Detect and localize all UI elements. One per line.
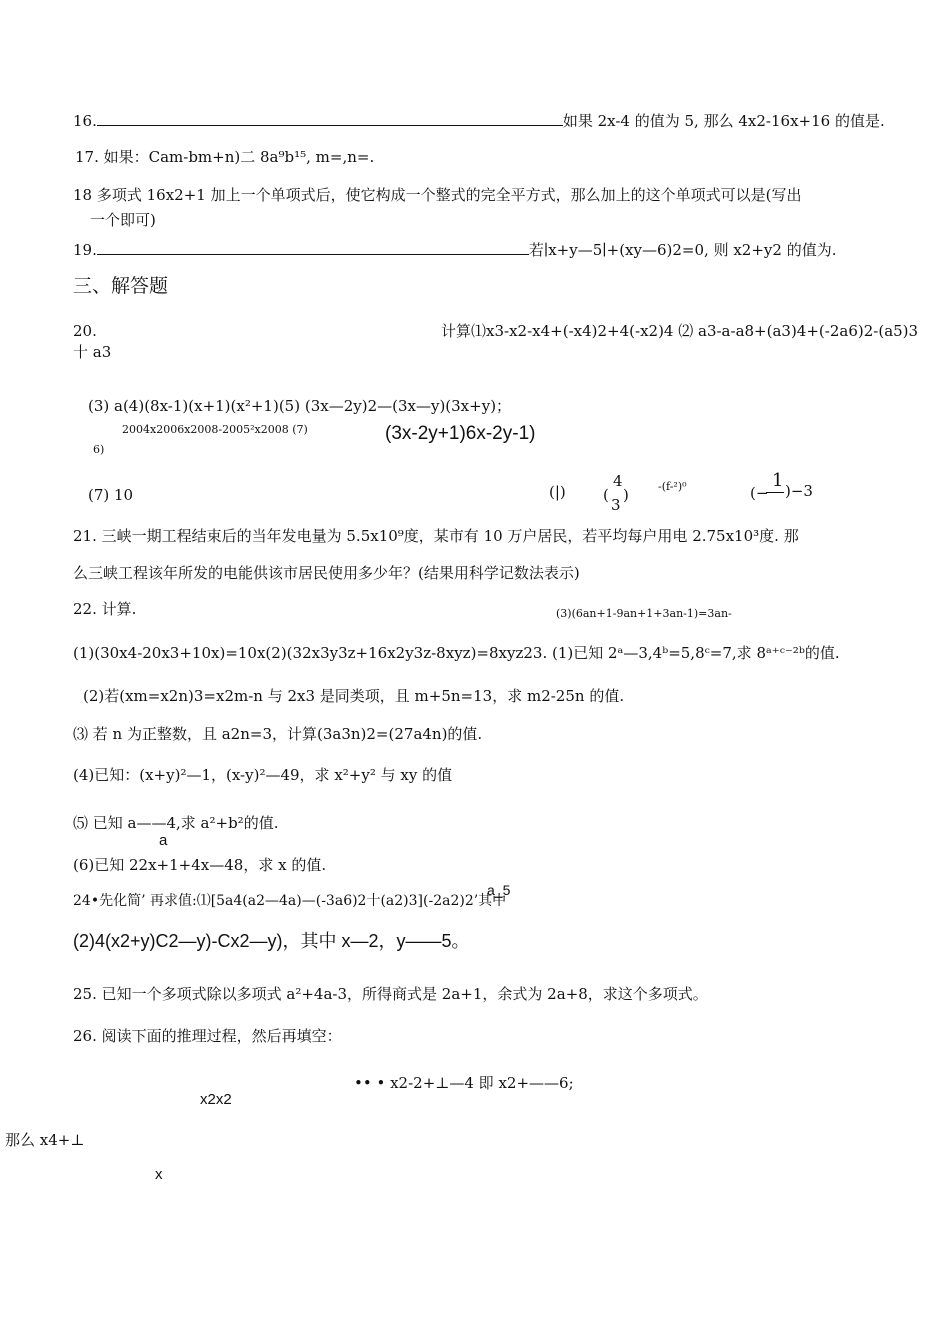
question-20-line-1: 计算⑴x3-x2-x4+(-x4)2+4(-x2)4 ⑵ a3-a-a8+(a3)4+(-2a6)2-(a5)3	[441, 322, 919, 340]
question-26-line-3: 那么 x4+⊥	[5, 1131, 85, 1149]
fraction-numerator: 1	[772, 470, 784, 491]
question-text: 如果 2x-4 的值为 5, 那么 4x2-16x+16 的值是.	[562, 112, 885, 130]
question-23-part-2: (2)若(xm=x2n)3=x2m-n 与 2x3 是同类项，且 m+5n=13，求 m2-25n 的值.	[83, 687, 625, 705]
question-20-item-4: 2004x2006x2008-2005²x2008 (7)	[122, 423, 308, 436]
question-20-fragment-c: -(f-²)⁰	[658, 480, 687, 493]
section-heading: 三、解答题	[73, 275, 169, 297]
question-26-equation: •• • x2-2+⊥—4 即 x2+——6;	[354, 1074, 574, 1092]
question-23-part-6: (6)已知 22x+1+4x—48，求 x 的值.	[73, 856, 327, 874]
question-22-title: 22. 计算.	[73, 600, 137, 618]
question-21-line-2: 么三峡工程该年所发的电能供该市居民使用多少年？(结果用科学记数法表示)	[73, 564, 580, 582]
question-number: 16.	[73, 112, 97, 130]
question-23-part-5-denominator: a	[159, 832, 168, 849]
question-20-number: 20.	[73, 322, 97, 340]
question-20-expression: (3x-2y+1)6x-2y-1)	[385, 423, 536, 444]
answer-blank	[97, 242, 529, 255]
question-26-line-1: 26. 阅读下面的推理过程，然后再填空：	[73, 1027, 342, 1045]
question-22-23-line: (1)(30x4-20x3+10x)=10x(2)(32x3y3z+16x2y3z-8xyz)=8xyz23. (1)已知 2ᵃ—3,4ᵇ=5,8ᶜ=7,求 8ᵃ⁺ᶜ⁻²ᵇ的值.	[73, 644, 840, 662]
question-20-line-2: 十 a3	[73, 343, 112, 361]
question-text: 若∣x+y—5∣+(xy—6)2=0, 则 x2+y2 的值为.	[528, 241, 837, 259]
fraction-numerator: 4	[613, 472, 623, 490]
answer-blank	[97, 113, 563, 126]
question-26-denominator-1: x2x2	[200, 1091, 232, 1108]
question-number: 19.	[73, 241, 97, 259]
question-24-line-2: (2)4(x2+y)C2—y)-Cx2—y)，其中 x—2，y——5。	[73, 931, 470, 951]
question-22-item-3: (3)(6an+1-9an+1+3an-1)=3an-	[556, 607, 732, 620]
question-23-part-3: ⑶ 若 n 为正整数，且 a2n=3，计算(3a3n)2=(27a4n)的值.	[73, 725, 483, 743]
fraction-denominator: 3	[611, 496, 621, 514]
question-19	[73, 241, 836, 259]
question-24-a-value: a_5	[487, 882, 511, 898]
question-20-fragment-a: (|)	[549, 483, 566, 501]
question-20-item-6: 6)	[93, 443, 105, 456]
question-20-item-3: (3) a(4)(8x-1)(x+1)(x²+1)(5) (3x—2y)2—(3x—y)(3x+y)；	[88, 397, 512, 415]
question-18-line-2: 一个即可)	[90, 211, 156, 229]
question-16	[73, 112, 885, 130]
question-21-line-1: 21. 三峡一期工程结束后的当年发电量为 5.5x10⁹度，某市有 10 万户居民，若平均每户用电 2.75x10³度. 那	[73, 527, 799, 545]
question-24-line-1: 24•先化简’ 再求值:⑴[5a4(a2—4a)—(-3a6)2十(a2)3](-2a2)2’其中	[73, 893, 507, 909]
question-20-item-7: (7) 10	[88, 486, 134, 504]
question-23-part-4: (4)已知：(x+y)²—1，(x-y)²—49，求 x²+y² 与 xy 的值	[73, 766, 453, 784]
question-26-denominator-2: x	[155, 1166, 163, 1183]
question-17: 17. 如果：Cam-bm+n)二 8a⁹b¹⁵, m=,n=.	[75, 148, 375, 166]
question-25: 25. 已知一个多项式除以多项式 a²+4a-3，所得商式是 2a+1，余式为 2a+8，求这个多项式。	[73, 985, 708, 1003]
question-23-part-5: ⑸ 已知 a——4,求 a²+b²的值.	[73, 814, 279, 832]
question-18-line-1: 18 多项式 16x2+1 加上一个单项式后，使它构成一个整式的完全平方式，那么加上的这个单项式可以是(写出	[73, 186, 802, 204]
